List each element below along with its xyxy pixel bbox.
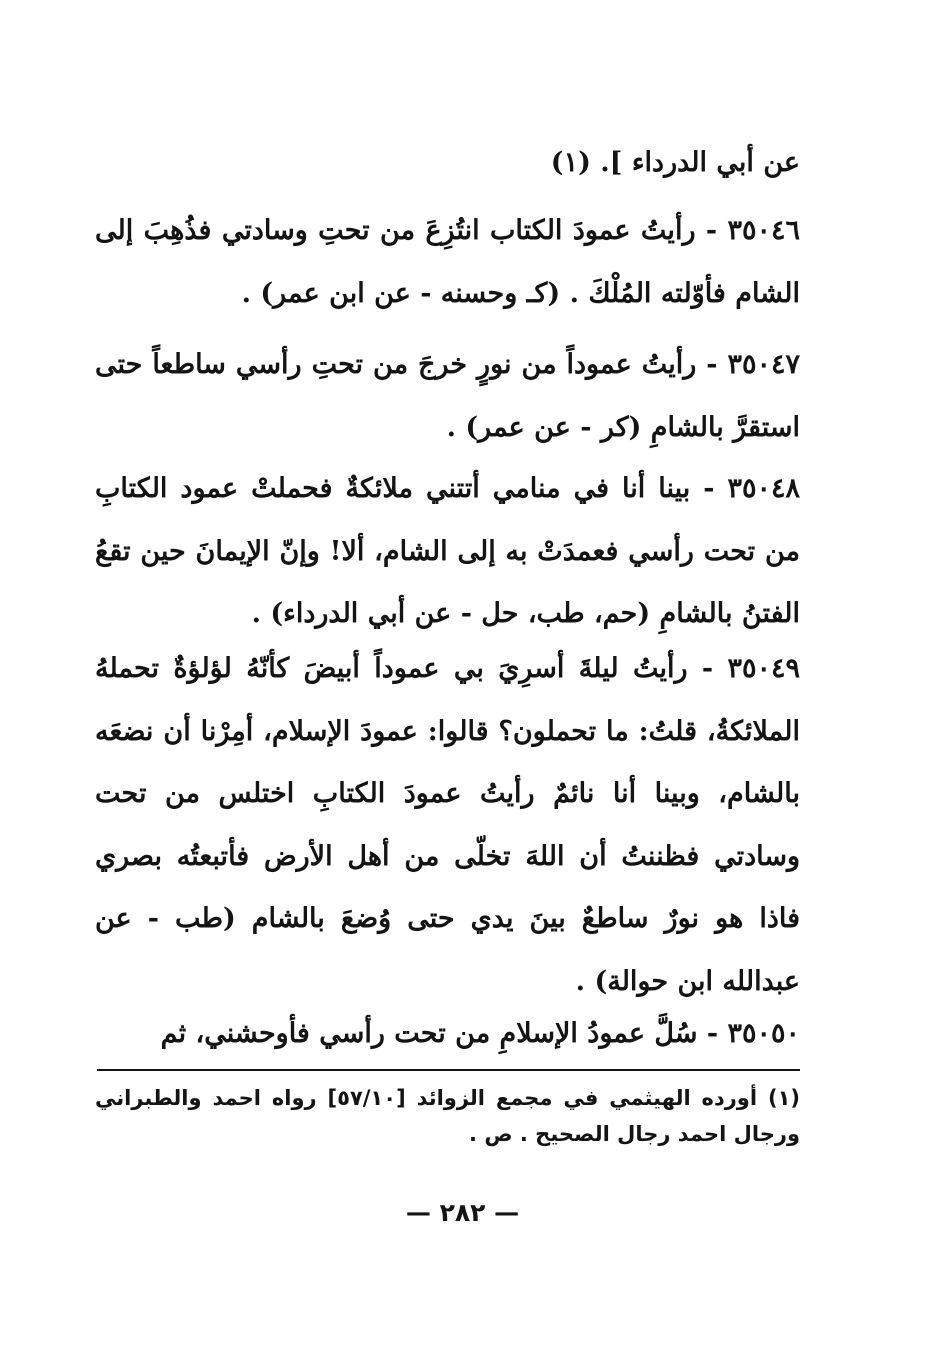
page-number: — ٢٨٢ —	[405, 1198, 520, 1227]
hadith-35046	[95, 200, 800, 325]
footnote-divider	[97, 1069, 800, 1071]
hadith-35049	[95, 638, 800, 1013]
hadith-35050	[95, 1003, 800, 1066]
hadith-text: ٣٥٠٥٠ - سُلَّ عمودُ الإسلامِ من تحت رأسي فأوحشني، ثم	[160, 1018, 800, 1049]
hadith-text: ٣٥٠٤٩ - رأيتُ ليلةَ أسرِيَ بي عموداً أبيضَ كأنّهُ لؤلؤةٌ تحملهُ الملائكةُ، قلتُ: ما تحملون؟ قالوا: عمودَ الإسلام، أمِرْنا أن نضعَه بالشام، وبينا أنا نائمٌ رأيتُ عمودَ الكتابِ اختلس من تحت وسادتي فظننتُ أن اللهَ تخلّى من أهل الأرض فأتبعتُه بصري فاذا هو نورٌ ساطعٌ بينَ يدي حتى وُضعَ بالشام (طب - عن عبدالله ابن حوالة) .	[95, 653, 800, 997]
hadith-text: ٣٥٠٤٦ - رأيتُ عمودَ الكتاب انتُزِعَ من تحتِ وسادتي فذُهِبَ إلى الشام فأوّلته المُلْكَ . (كـ وحسنه - عن ابن عمر) .	[95, 215, 800, 309]
hadith-text: ٣٥٠٤٨ - بينا أنا في منامي أتتني ملائكةٌ فحملتْ عمود الكتابِ من تحت رأسي فعمدَتْ به إلى الشام، ألا! وإنّ الإيمانَ حين تقعُ الفتنُ بالشامِ (حم، طب، حل - عن أبي الدرداء) .	[95, 473, 800, 629]
hadith-35047	[95, 334, 800, 459]
continuation-line	[95, 132, 800, 195]
hadith-text: ٣٥٠٤٧ - رأيتُ عموداً من نورٍ خرجَ من تحتِ رأسي ساطعاً حتى استقرَّ بالشامِ (كر - عن عمر) .	[95, 349, 800, 443]
continuation-text: عن أبي الدرداء ]. (١)	[550, 147, 800, 178]
footnote	[95, 1080, 800, 1152]
footnote-text: (١) أورده الهيثمي في مجمع الزوائد [٥٧/١٠] رواه احمد والطبراني ورجال احمد رجال الصحيح . ص .	[95, 1086, 800, 1146]
hadith-35048	[95, 458, 800, 646]
